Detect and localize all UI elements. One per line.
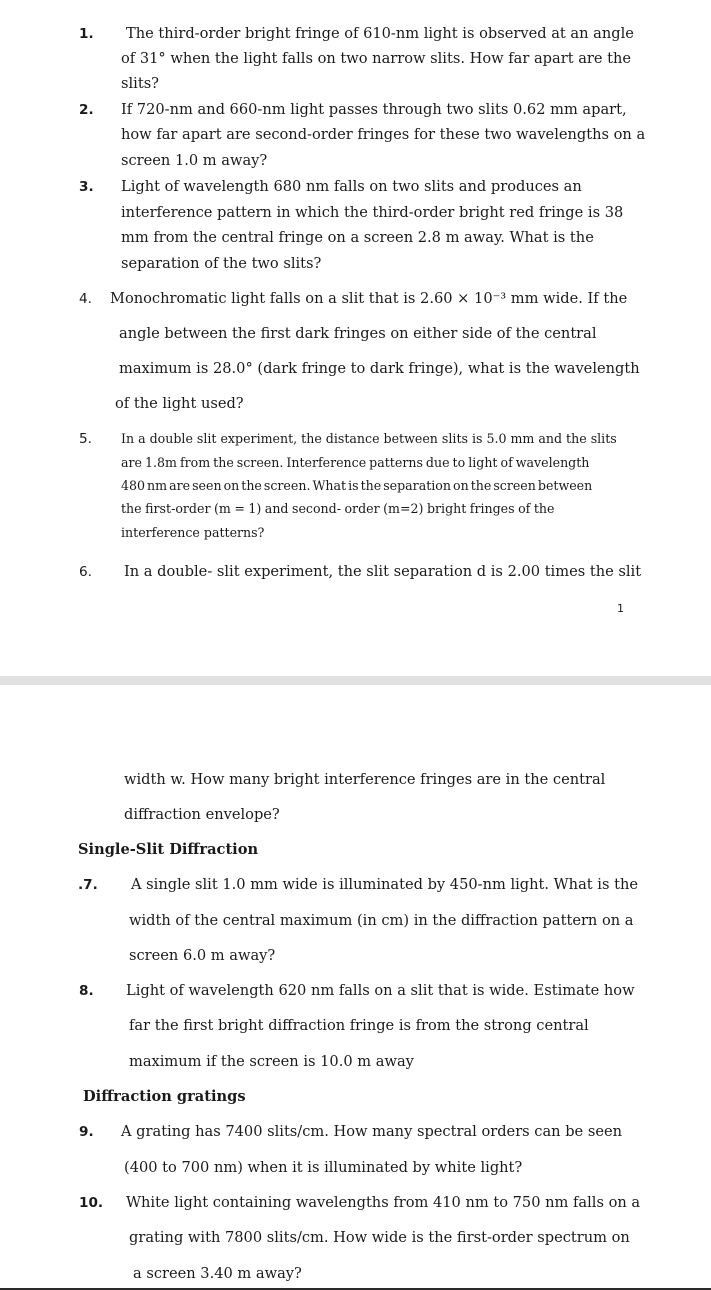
question-text-line: 480 nm are seen on the screen. What is the separation on the screen between xyxy=(121,478,593,493)
question-text-line: of 31° when the light falls on two narrow slits. How far apart are the xyxy=(121,50,632,67)
question-text-line: If 720-nm and 660-nm light passes through two slits 0.62 mm apart, xyxy=(121,101,627,118)
page-separator xyxy=(0,676,711,685)
question-number: 2. xyxy=(79,102,94,118)
question-text-line: screen 6.0 m away? xyxy=(129,947,276,964)
question-text-line: interference pattern in which the third-order bright red fringe is 38 xyxy=(121,204,624,221)
question-text-line: screen 1.0 m away? xyxy=(121,152,268,169)
question-text-line: diffraction envelope? xyxy=(124,806,280,823)
question-text-line: the first-order (m = 1) and second- order (m=2) bright fringes of the xyxy=(121,501,555,516)
question-text-line: A single slit 1.0 mm wide is illuminated by 450-nm light. What is the xyxy=(131,876,638,893)
question-number: 1. xyxy=(79,26,94,42)
question-text-line: width w. How many bright interference fringes are in the central xyxy=(124,771,606,788)
question-number: 9. xyxy=(79,1124,94,1140)
question-text-line: In a double slit experiment, the distance between slits is 5.0 mm and the slits xyxy=(121,431,617,446)
section-heading-diffraction-gratings: Diffraction gratings xyxy=(83,1088,246,1105)
question-text-line: Light of wavelength 620 nm falls on a slit that is wide. Estimate how xyxy=(126,982,635,999)
question-text-line: mm from the central fringe on a screen 2.8 m away. What is the xyxy=(121,229,594,246)
question-text-line: how far apart are second-order fringes for these two wavelengths on a xyxy=(121,126,646,143)
question-text-line: separation of the two slits? xyxy=(121,255,322,272)
question-number: .7. xyxy=(78,877,98,893)
question-text-line: of the light used? xyxy=(115,395,244,412)
question-text-line: are 1.8m from the screen. Interference patterns due to light of wavelength xyxy=(121,455,590,470)
question-number: 3. xyxy=(79,179,94,195)
question-number: 8. xyxy=(79,983,94,999)
question-text-line: maximum is 28.0° (dark fringe to dark fringe), what is the wavelength xyxy=(119,360,640,377)
page-number: 1 xyxy=(617,602,624,615)
question-text-line: maximum if the screen is 10.0 m away xyxy=(129,1053,414,1070)
section-heading-single-slit: Single-Slit Diffraction xyxy=(78,841,259,858)
question-text-line: Monochromatic light falls on a slit that is 2.60 × 10⁻³ mm wide. If the xyxy=(110,290,628,307)
question-number: 6. xyxy=(79,564,92,580)
question-number: 4. xyxy=(79,291,92,307)
question-text-line: a screen 3.40 m away? xyxy=(133,1265,302,1282)
question-text-line: angle between the first dark fringes on either side of the central xyxy=(119,325,597,342)
question-text-line: width of the central maximum (in cm) in the diffraction pattern on a xyxy=(129,912,634,929)
question-text-line: (400 to 700 nm) when it is illuminated by white light? xyxy=(124,1159,523,1176)
question-text-line: A grating has 7400 slits/cm. How many spectral orders can be seen xyxy=(121,1123,622,1140)
question-number: 10. xyxy=(79,1195,104,1211)
question-text-line: grating with 7800 slits/cm. How wide is the first-order spectrum on xyxy=(129,1229,630,1246)
question-text-line: The third-order bright fringe of 610-nm light is observed at an angle xyxy=(126,25,634,42)
question-text-line: slits? xyxy=(121,75,160,92)
question-number: 5. xyxy=(79,431,92,447)
question-text-line: interference patterns? xyxy=(121,525,265,540)
question-text-line: In a double- slit experiment, the slit separation d is 2.00 times the slit xyxy=(124,563,642,580)
question-text-line: White light containing wavelengths from 410 nm to 750 nm falls on a xyxy=(126,1194,641,1211)
question-text-line: far the first bright diffraction fringe is from the strong central xyxy=(129,1017,589,1034)
document-page-2 xyxy=(0,685,711,1290)
question-text-line: Light of wavelength 680 nm falls on two slits and produces an xyxy=(121,178,582,195)
